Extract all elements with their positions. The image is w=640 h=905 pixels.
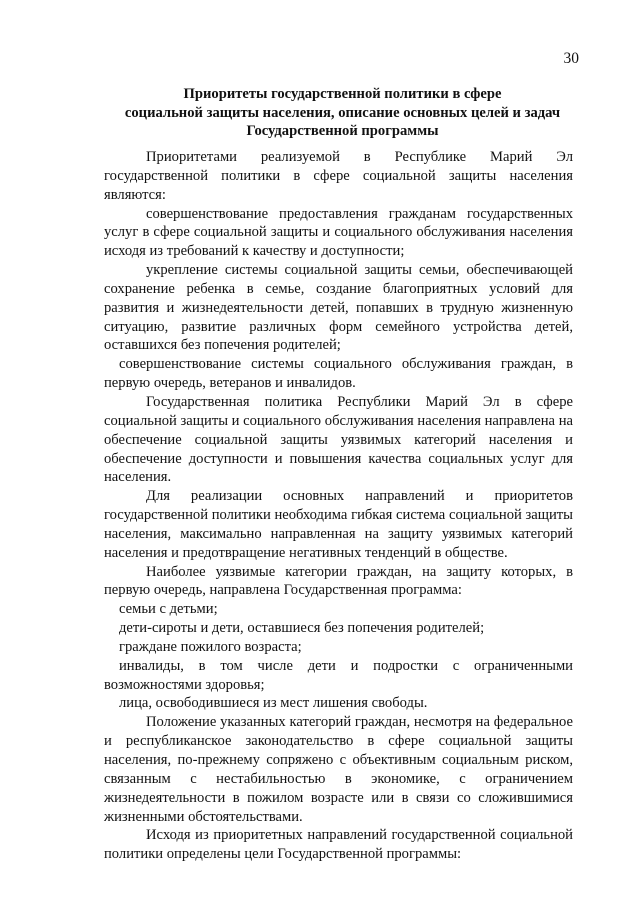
paragraph: Для реализации основных направлений и приоритетов государственной политики необходима гибкая система социальной защиты населения, максимально направленная на защиту уязвимых категорий населения и предотвращение негативных тенденций в обществе. [104,488,573,561]
list-item: дети-сироты и дети, оставшиеся без попечения родителей; [119,620,485,637]
list-item: граждане пожилого возраста; [119,638,302,655]
paragraph: совершенствование предоставления гражданам государственных услуг в сфере социальной защиты и социального обслуживания населения исходя из требований к качеству и доступности; [104,205,573,260]
list-item: инвалиды, в том числе дети и подростки с ограниченными возможностями здоровья; [104,657,573,693]
page-number: 30 [563,50,579,67]
paragraph: Исходя из приоритетных направлений государственной социальной политики определены цели Государственной программы: [104,827,573,863]
paragraph: совершенствование системы социального обслуживания граждан, в первую очередь, ветеранов и инвалидов. [104,356,573,392]
paragraph: Наиболее уязвимые категории граждан, на защиту которых, в первую очередь, направлена Государственная программа: [104,563,573,599]
paragraph: укрепление системы социальной защиты семьи, обеспечивающей сохранение ребенка в семье, создание благоприятных условий для развития и жизнедеятельности детей, попавших в трудную жизненную ситуацию, развитие различных форм семейного устройства детей, оставшихся без попечения родителей; [104,262,573,354]
list-item: лица, освободившиеся из мест лишения свободы. [119,695,428,712]
title-line-3: Государственной программы [246,123,439,139]
section-title [100,85,585,141]
list-item: семьи с детьми; [119,601,218,618]
title-line-2: социальной защиты населения, описание основных целей и задач [124,104,561,121]
paragraph: Государственная политика Республики Марий Эл в сфере социальной защиты и социального обслуживания населения направлена на обеспечение социальной защиты уязвимых категорий населения и обеспечение доступности и повышения качества социальных услуг для населения. [104,393,573,486]
paragraph: Положение указанных категорий граждан, несмотря на федеральное и республиканское законодательство в сфере социальной защиты населения, по-прежнему сопряжено с объективным социальным риском, связанным с нестабильностью в экономике, с ограничением жизнедеятельности в пожилом возрасте или в связи со сложившимися жизненными обстоятельствами. [104,714,573,825]
body-text [104,148,573,864]
title-line-1: Приоритеты государственной политики в сфере [183,86,502,102]
paragraph: Приоритетами реализуемой в Республике Марий Эл государственной политики в сфере социальной защиты населения являются: [104,149,573,203]
